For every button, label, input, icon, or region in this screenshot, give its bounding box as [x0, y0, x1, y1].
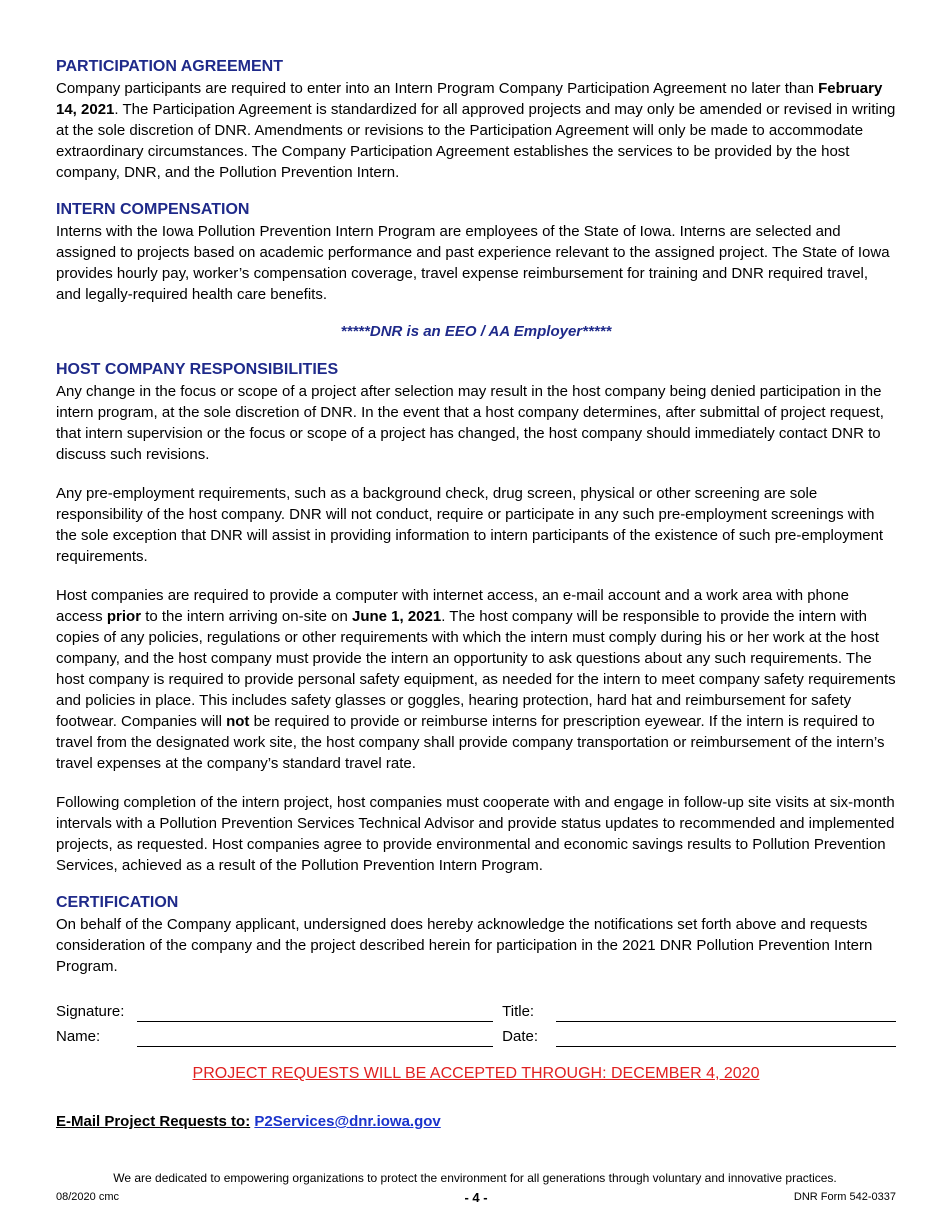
name-field[interactable] — [137, 1026, 493, 1047]
compensation-heading: INTERN COMPENSATION — [56, 201, 250, 218]
host-paragraph-4: Following completion of the intern project, host companies must cooperate with and engage in follow-up site visits at six-month intervals with a Pollution Prevention Services Technical Advisor and provide status updates to recommended and implemented projects, as requested. Host companies agree to provide environmental and economic savings results to Pollution Prevention Services, achieved as a result of the Pollution Prevention Intern Program. — [56, 794, 895, 874]
name-row — [56, 1022, 896, 1047]
footer-revision: 08/2020 cmc — [56, 1191, 119, 1203]
signature-field[interactable] — [137, 1001, 493, 1022]
footer — [56, 1190, 896, 1206]
arrival-date: June 1, 2021 — [351, 608, 442, 625]
participation-date: February 14, 2021 — [56, 80, 883, 118]
signature-label: Signature: — [56, 1003, 125, 1020]
email-row — [56, 1111, 896, 1133]
document-page — [56, 56, 896, 1133]
host-paragraph-3: Host companies are required to provide a computer with internet access, an e-mail account and a work area with phone access prior to the intern arriving on-site on June 1, 2021. The host company will be responsible to provide the intern with copies of any policies, regulations or other requirements with which the intern must comply during his or her work at the host company, and the host company must provide the intern an opportunity to ask questions about any such requirements. The host company is required to provide personal safety equipment, as needed for the intern to meet company safety requirements and policies in place. This includes safety glasses or goggles, hearing protection, hard hat and reimbursement for safety footwear. Companies will not be required to provide or reimburse interns for prescription eyewear. If the intern is required to travel from the designated work site, the host company shall provide company transportation or reimbursement of the intern’s travel expenses at the company’s standard travel rate. — [56, 587, 896, 772]
title-label: Title: — [502, 1003, 535, 1020]
eeo-statement: *****DNR is an EEO / AA Employer***** — [340, 323, 612, 340]
prior-emphasis: prior — [106, 608, 142, 625]
compensation-text: Interns with the Iowa Pollution Prevention Intern Program are employees of the State of Iowa. Interns are selected and assigned to projects based on academic performance and past experience relevant to the assigned project. The State of Iowa provides hourly pay, worker’s compensation coverage, travel expense reimbursement for training and DNR required travel, and legally-required health care benefits. — [56, 223, 890, 303]
title-field[interactable] — [556, 1001, 896, 1022]
form-number: DNR Form 542-0337 — [793, 1191, 896, 1203]
name-label: Name: — [56, 1028, 101, 1045]
email-label: E-Mail Project Requests to: — [56, 1113, 251, 1130]
page-number: - 4 - — [464, 1190, 488, 1205]
date-field[interactable] — [556, 1026, 896, 1047]
host-paragraph-2: Any pre-employment requirements, such as a background check, drug screen, physical or other screening are sole responsibility of the host company. DNR will not conduct, require or participate in any such pre-employment screenings with the sole exception that DNR will assist in providing information to intern participants of the existence of such pre-employment requirements. — [56, 485, 884, 565]
participation-text: Company participants are required to enter into an Intern Program Company Participation Agreement no later than February 14, 2021. The Participation Agreement is standardized for all approved projects and may only be amended or revised in writing at the sole discretion of DNR. Amendments or revisions to the Participation Agreement will only be made to accommodate extraordinary circumstances. The Company Participation Agreement establishes the services to be provided by the host company, DNR, and the Pollution Prevention Intern. — [56, 80, 896, 181]
deadline-notice: PROJECT REQUESTS WILL BE ACCEPTED THROUGH: DECEMBER 4, 2020 — [192, 1065, 760, 1082]
host-heading: HOST COMPANY RESPONSIBILITIES — [56, 361, 339, 378]
date-label: Date: — [502, 1028, 539, 1045]
email-link[interactable]: P2Services@dnr.iowa.gov — [254, 1113, 441, 1130]
certification-heading: CERTIFICATION — [56, 894, 179, 911]
certification-text: On behalf of the Company applicant, undersigned does hereby acknowledge the notifications set forth above and requests consideration of the company and the project described herein for participation in the 2021 DNR Pollution Prevention Intern Program. — [56, 916, 873, 975]
participation-heading: PARTICIPATION AGREEMENT — [56, 58, 283, 75]
footer-mission: We are dedicated to empowering organizations to protect the environment for all generations through voluntary and innovative practices. — [113, 1171, 837, 1185]
host-paragraph-1: Any change in the focus or scope of a project after selection may result in the host company being denied participation in the intern program, at the sole discretion of DNR. In the event that a host company determines, after submittal of project request, that intern supervision or the focus or scope of a project has changed, the host company should immediately contact DNR to discuss such revisions. — [56, 383, 884, 463]
signature-row — [56, 997, 896, 1022]
not-emphasis: not — [226, 713, 250, 730]
